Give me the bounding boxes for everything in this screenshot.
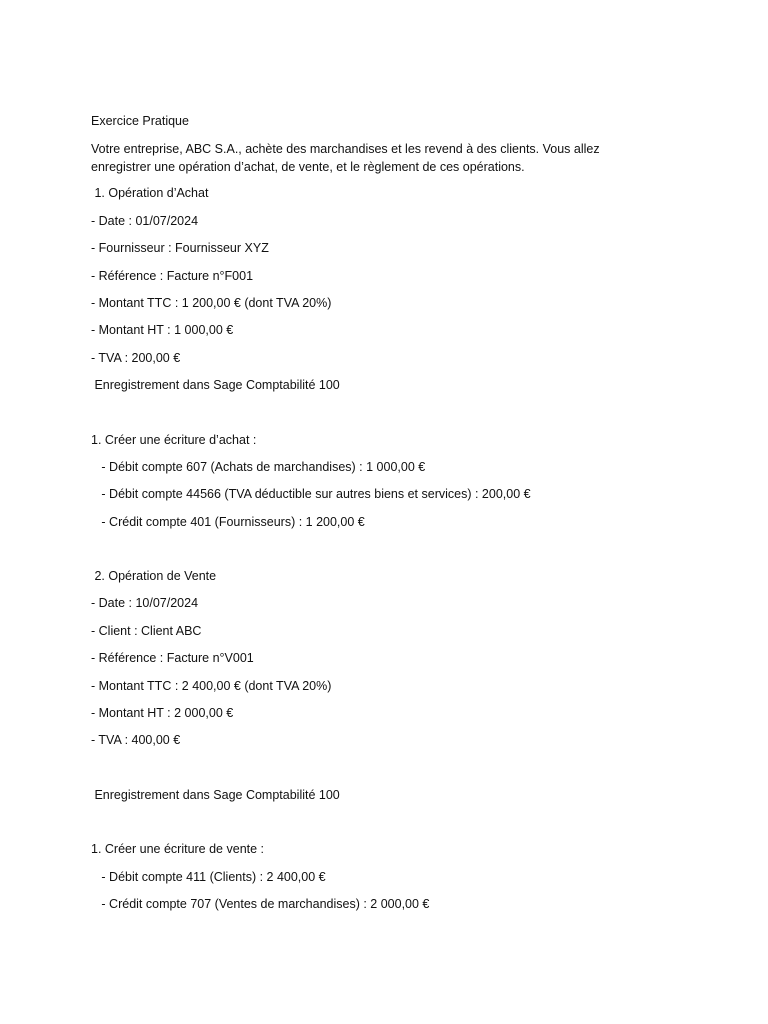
vente-heading: 2. Opération de Vente: [91, 569, 217, 584]
achat-ecriture-title: 1. Créer une écriture d’achat :: [91, 432, 257, 447]
document-title: Exercice Pratique: [91, 114, 189, 128]
vente-date: - Date : 10/07/2024: [91, 596, 199, 611]
vente-montant-ttc: - Montant TTC : 2 400,00 € (dont TVA 20%): [91, 678, 332, 693]
vente-client: - Client : Client ABC: [91, 623, 202, 638]
vente-montant-ht: - Montant HT : 2 000,00 €: [91, 706, 234, 721]
vente-enregistrement-heading: Enregistrement dans Sage Comptabilité 100: [91, 787, 340, 802]
achat-enregistrement-heading: Enregistrement dans Sage Comptabilité 100: [91, 378, 340, 393]
spacer: [91, 541, 631, 568]
achat-montant-ttc: - Montant TTC : 1 200,00 € (dont TVA 20%): [91, 295, 332, 310]
achat-credit-401: - Crédit compte 401 (Fournisseurs) : 1 200,00 €: [91, 514, 365, 529]
intro-line-1: Votre entreprise, ABC S.A., achète des marchandises et les revend à des clients. Vous allez: [91, 142, 600, 157]
achat-reference: - Référence : Facture n°F001: [91, 268, 254, 283]
vente-credit-707: - Crédit compte 707 (Ventes de marchandises) : 2 000,00 €: [91, 896, 430, 911]
achat-date: - Date : 01/07/2024: [91, 213, 199, 228]
vente-tva: - TVA : 400,00 €: [91, 733, 181, 748]
spacer: [91, 760, 631, 787]
intro-line-2: enregistrer une opération d’achat, de vente, et le règlement de ces opérations.: [91, 160, 525, 175]
achat-debit-44566: - Débit compte 44566 (TVA déductible sur autres biens et services) : 200,00 €: [91, 487, 531, 502]
achat-montant-ht: - Montant HT : 1 000,00 €: [91, 323, 234, 338]
achat-heading: 1. Opération d’Achat: [91, 186, 209, 201]
intro-paragraph: [91, 140, 631, 176]
spacer: [91, 405, 631, 432]
achat-fournisseur: - Fournisseur : Fournisseur XYZ: [91, 241, 269, 256]
vente-ecriture-title: 1. Créer une écriture de vente :: [91, 842, 265, 857]
spacer: [91, 814, 631, 841]
vente-debit-411: - Débit compte 411 (Clients) : 2 400,00 €: [91, 869, 326, 884]
vente-reference: - Référence : Facture n°V001: [91, 651, 254, 666]
document-body: [91, 113, 631, 923]
achat-tva: - TVA : 200,00 €: [91, 350, 181, 365]
achat-debit-607: - Débit compte 607 (Achats de marchandises) : 1 000,00 €: [91, 459, 426, 474]
